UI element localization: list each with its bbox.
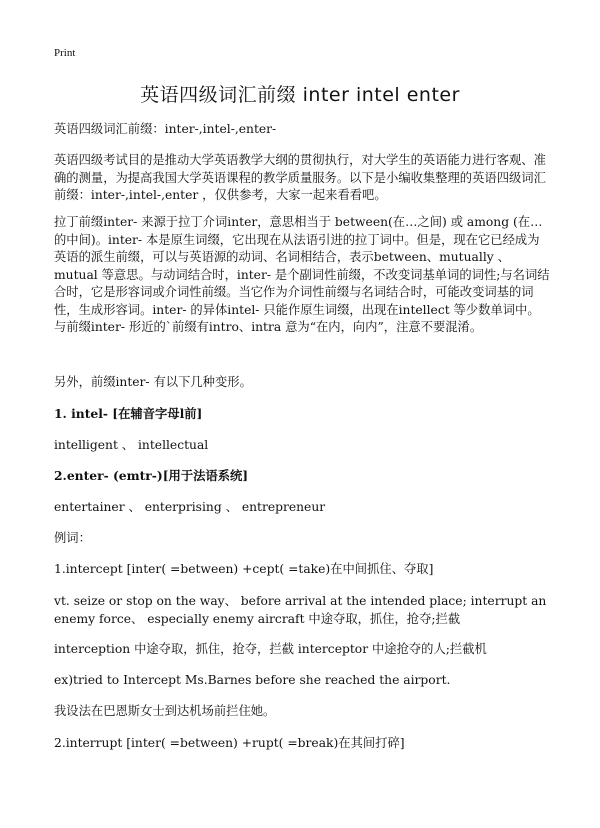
intercept-example-zh: 我设法在巴恩斯女士到达机场前拦住她。 (54, 704, 276, 718)
intercept-definition: vt. seize or stop on the way、 before arrival at the intended place; interrupt an enemy force、 especially enemy aircraft 中途夺取，抓住，抢夺;拦截 (54, 594, 547, 626)
inter-paragraph: 拉丁前缀inter- 来源于拉丁介词inter，意思相当于 between(在…之间) 或 among (在…的中间)。inter- 本是原生词缀，它出现在从法语引进的拉丁词中。但是，现在它已经成为英语的派生前缀，可以与英语源的动词、名词相结合，表示between、mutually 、mutual 等意思。与动词结合时，inter- 是个副词性前缀，不改变词基单词的词性;与名词结合时，它是形容词或介词性前缀。当它作为介词性前缀与名词结合时，可能改变词基的词性，生成形容词。inter- 的异体intel- 只能作原生词缀，出现在intellect 等少数单词中。与前缀inter- 形近的`前缀有intro、intra 意为“在内，向内”，注意不要混淆。 (54, 215, 550, 334)
variants-paragraph: 另外，前缀inter- 有以下几种变形。 (54, 375, 252, 389)
heading-enter: 2.enter- (emtr-)[用于法语系统] (54, 468, 249, 483)
examples-label: 例词： (54, 531, 91, 545)
intel-words: intelligent 、 intellectual (54, 438, 209, 452)
intro-paragraph: 英语四级考试目的是推动大学英语教学大纲的贯彻执行，对大学生的英语能力进行客观、准确的测量，为提高我国大学英语课程的教学质量服务。以下是小编收集整理的英语四级词汇前缀：inter-,intel-,enter ，仅供参考，大家一起来看看吧。 (54, 153, 546, 202)
intercept-derivatives: interception 中途夺取，抓住，抢夺，拦截 interceptor 中途抢夺的人;拦截机 (54, 642, 487, 656)
heading-intel: 1. intel- [在辅音字母l前] (54, 406, 203, 421)
example-interrupt: 2.interrupt [inter( =between) +rupt( =break)在其间打碎] (54, 736, 405, 750)
enter-words: entertainer 、 enterprising 、 entrepreneur (54, 500, 326, 514)
print-label[interactable]: Print (54, 47, 76, 59)
subtitle: 英语四级词汇前缀：inter-,intel-,enter- (54, 122, 277, 136)
example-intercept: 1.intercept [inter( =between) +cept( =take)在中间抓住、夺取] (54, 562, 434, 576)
page-title: 英语四级词汇前缀 inter intel enter (140, 84, 460, 106)
intercept-example-en: ex)tried to Intercept Ms.Barnes before she reached the airport. (54, 673, 451, 687)
